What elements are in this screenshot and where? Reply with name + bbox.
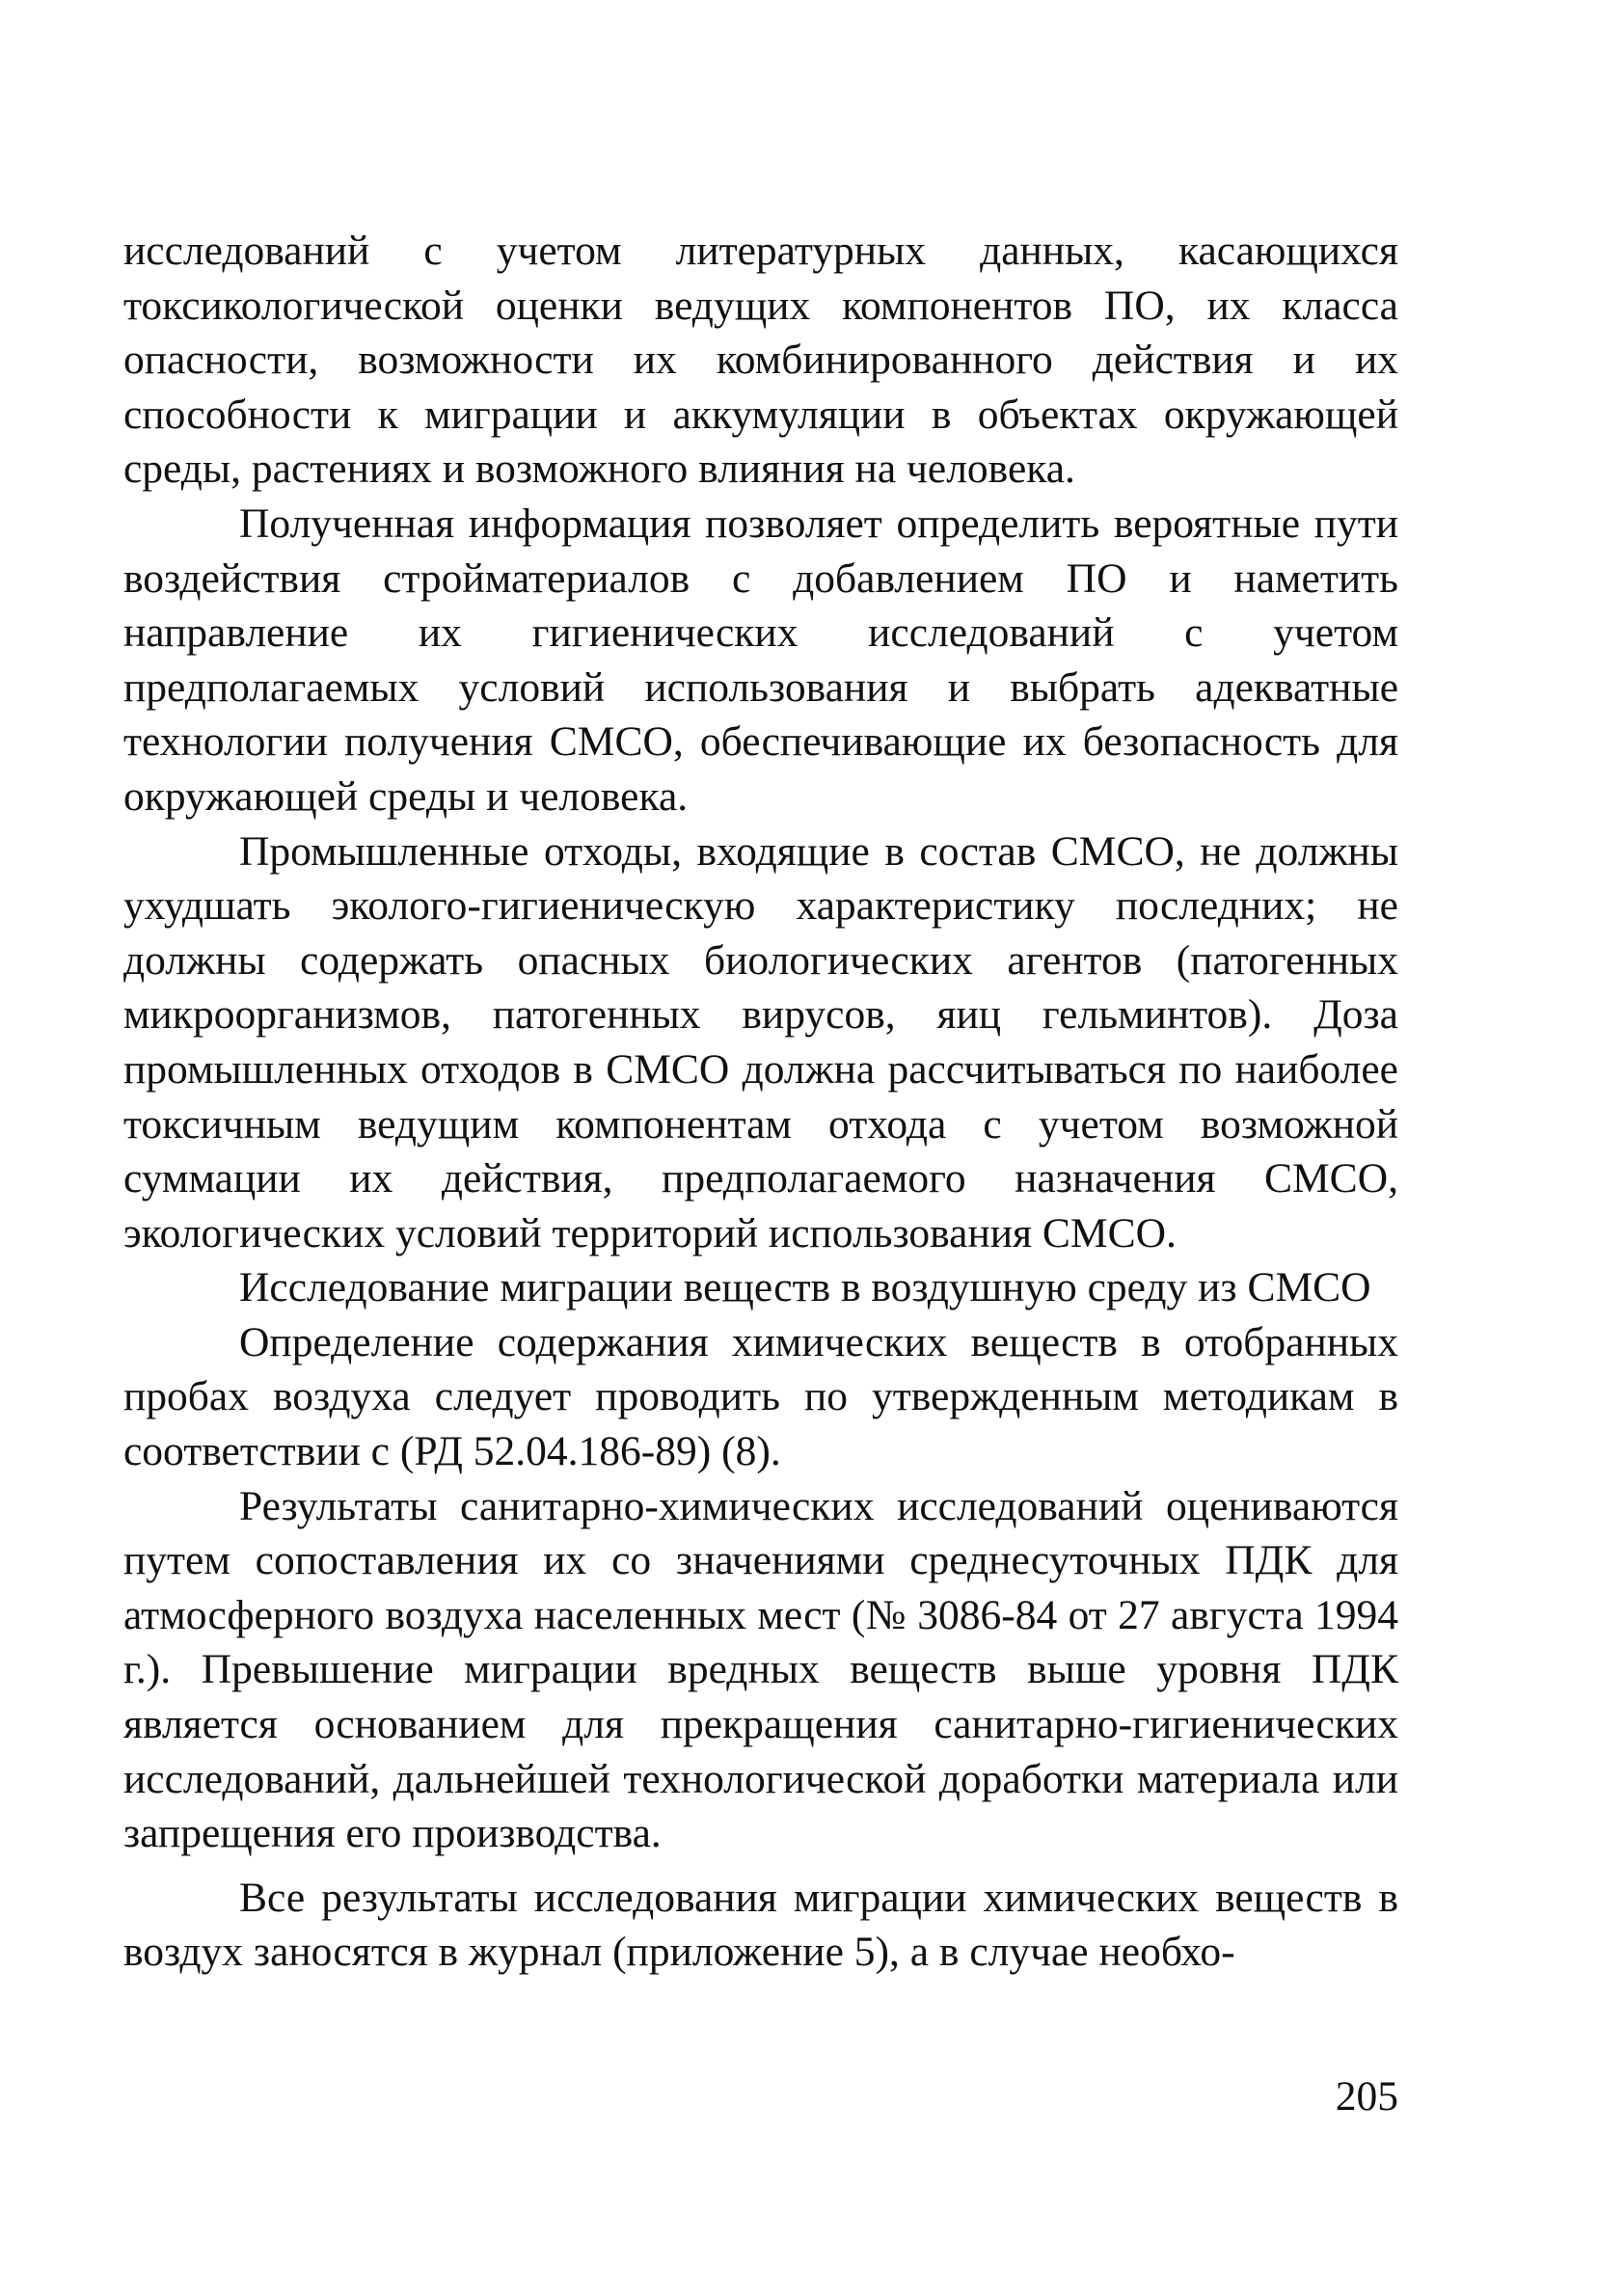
paragraph-journal: Все результаты исследования миграции химических веществ в воздух заносятся в журнал (приложение 5), а в случае необхо- <box>123 1874 1398 1976</box>
paragraph-results: Результаты санитарно-химических исследований оцениваются путем сопоставления их со значениями среднесуточных ПДК для атмосферного воздуха населенных мест (№ 3086-84 от 27 августа 1994 г.). Превышение миграции вредных веществ выше уровня ПДК является основанием для прекращения санитарно-гигиенических исследований, дальнейшей технологической доработки материала или запрещения его производства. <box>123 1482 1398 1857</box>
paragraph-industrial-waste: Промышленные отходы, входящие в состав СМСО, не должны ухудшать эколого-гигиеническую характеристику последних; не должны содержать опасных биологических агентов (патогенных микроорганизмов, патогенных вирусов, яиц гельминтов). Доза промышленных отходов в СМСО должна рассчитываться по наиболее токсичным ведущим компонентам отхода с учетом возможной суммации их действия, предполагаемого назначения СМСО, экологических условий территорий использования СМСО. <box>123 827 1398 1256</box>
page-number: 205 <box>1335 2073 1398 2120</box>
section-heading-air-migration: Исследование миграции веществ в воздушную среду из СМСО <box>239 1264 1371 1311</box>
paragraph-continuation: исследований с учетом литературных данных, касающихся токсикологической оценки ведущих компонентов ПО, их класса опасности, возможности их комбинированного действия и их способности к миграции и аккумуляции в объектах окружающей среды, растениях и возможного влияния на человека. <box>123 228 1398 493</box>
paragraph-determination: Определение содержания химических веществ в отобранных пробах воздуха следует проводить по утвержденным методикам в соответствии с (РД 52.04.186-89) (8). <box>123 1318 1398 1475</box>
paragraph-information: Полученная информация позволяет определить вероятные пути воздействия стройматериалов с добавлением ПО и наметить направление их гигиенических исследований с учетом предполагаемых условий использования и выбрать адекватные технологии получения СМСО, обеспечивающие их безопасность для окружающей среды и человека. <box>123 500 1398 820</box>
page-body <box>123 224 1398 1980</box>
